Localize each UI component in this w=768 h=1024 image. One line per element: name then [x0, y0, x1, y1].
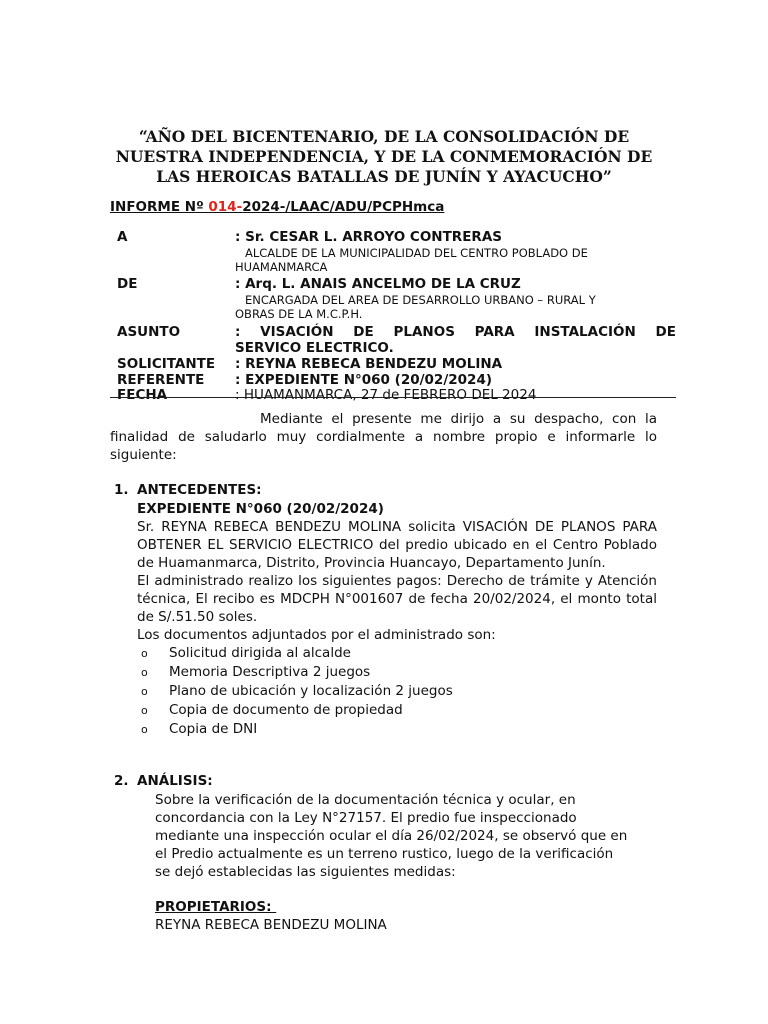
owners-title: PROPIETARIOS: — [155, 899, 277, 915]
expediente-subtitle: EXPEDIENTE N°060 (20/02/2024) — [137, 501, 384, 517]
section-number: 2. — [114, 773, 129, 789]
motto-heading — [100, 127, 668, 187]
header-label: DE — [117, 276, 138, 292]
motto-line: NUESTRA INDEPENDENCIA, Y DE LA CONMEMORACIÓN DE — [115, 147, 653, 166]
paragraph: El administrado realizo los siguientes pagos: Derecho de trámite y Atención técnica, El recibo es MDCPH N°001607 de fecha 20/02/2024, el monto total de S/.51.50 soles. — [137, 573, 657, 625]
header-sub-text: OBRAS DE LA M.C.P.H. — [235, 307, 363, 321]
paragraph-line: concordancia con la Ley N°27157. El predio fue inspeccionado — [155, 810, 577, 826]
header-value: : VISACIÓN DE PLANOS PARA INSTALACIÓN DE — [235, 324, 676, 340]
section-antecedentes-body — [137, 500, 657, 739]
header-row-date — [110, 388, 676, 404]
section-number: 1. — [114, 482, 129, 498]
list-item: o Copia de documento de propiedad — [137, 701, 657, 720]
section-title: ANTECEDENTES: — [137, 482, 262, 498]
header-row-from — [110, 276, 676, 293]
section-title: ANÁLISIS: — [137, 773, 213, 789]
header-value: SERVICO ELECTRICO. — [235, 340, 394, 356]
report-number-highlight: 014- — [208, 199, 243, 215]
list-item: o Plano de ubicación y localización 2 juegos — [137, 682, 657, 701]
header-sub-text: HUAMANMARCA — [235, 260, 328, 274]
header-label: A — [117, 229, 128, 245]
intro-paragraph: Mediante el presente me dirijo a su despacho, con la finalidad de saludarlo muy cordialmente a nombre propio e informarle lo siguiente: — [110, 411, 657, 463]
header-row-reference — [110, 373, 676, 389]
header-row-to-sub — [110, 246, 676, 274]
header-label: FECHA — [117, 387, 168, 403]
header-label: ASUNTO — [117, 324, 181, 340]
paragraph-line: se dejó establecidas las siguientes medidas: — [155, 864, 456, 880]
section-analisis-body — [155, 791, 665, 934]
header-row-from-sub — [110, 293, 676, 321]
bullet-icon: o — [141, 704, 148, 717]
report-prefix: INFORME Nº — [110, 199, 209, 215]
report-number — [110, 199, 444, 215]
documents-list — [137, 644, 657, 739]
list-item: o Copia de DNI — [137, 720, 657, 739]
header-value: : HUAMANMARCA, 27 de FEBRERO DEL 2024 — [235, 387, 537, 403]
paragraph-line: el Predio actualmente es un terreno rustico, luego de la verificación — [155, 846, 614, 862]
list-item: o Memoria Descriptiva 2 juegos — [137, 663, 657, 682]
header-value: : Arq. L. ANAIS ANCELMO DE LA CRUZ — [235, 276, 521, 292]
header-row-subject — [110, 324, 676, 356]
paragraph-line: Sobre la verificación de la documentación técnica y ocular, en — [155, 792, 576, 808]
header-sub-text: ENCARGADA DEL AREA DE DESARROLLO URBANO – RURAL Y — [245, 293, 596, 307]
paragraph: Sr. REYNA REBECA BENDEZU MOLINA solicita VISACIÓN DE PLANOS PARA OBTENER EL SERVICIO ELECTRICO del predio ubicado en el Centro Poblado de Huamanmarca, Distrito, Provincia Huancayo, Departamento Junín. — [137, 519, 657, 571]
header-row-applicant — [110, 357, 676, 373]
header-label: SOLICITANTE — [117, 356, 216, 372]
bullet-icon: o — [141, 685, 148, 698]
header-divider — [110, 397, 676, 398]
header-value: : REYNA REBECA BENDEZU MOLINA — [235, 356, 503, 372]
report-suffix: 2024-/LAAC/ADU/PCPHmca — [242, 199, 445, 215]
owner-name: REYNA REBECA BENDEZU MOLINA — [155, 917, 387, 933]
header-value: : EXPEDIENTE N°060 (20/02/2024) — [235, 371, 493, 388]
header-row-to — [110, 229, 676, 246]
header-value: : Sr. CESAR L. ARROYO CONTRERAS — [235, 229, 502, 245]
list-item: o Solicitud dirigida al alcalde — [137, 644, 657, 663]
memo-header — [110, 229, 676, 404]
header-label: REFERENTE — [117, 371, 205, 388]
bullet-icon: o — [141, 666, 148, 679]
paragraph: Los documentos adjuntados por el administrado son: — [137, 627, 496, 643]
header-sub-text: ALCALDE DE LA MUNICIPALIDAD DEL CENTRO POBLADO DE — [245, 246, 588, 260]
motto-line: “AÑO DEL BICENTENARIO, DE LA CONSOLIDACIÓN DE — [138, 127, 630, 146]
bullet-icon: o — [141, 647, 148, 660]
paragraph-line: mediante una inspección ocular el día 26/02/2024, se observó que en — [155, 828, 628, 844]
motto-line: LAS HEROICAS BATALLAS DE JUNÍN Y AYACUCHO” — [156, 167, 612, 186]
bullet-icon: o — [141, 723, 148, 736]
